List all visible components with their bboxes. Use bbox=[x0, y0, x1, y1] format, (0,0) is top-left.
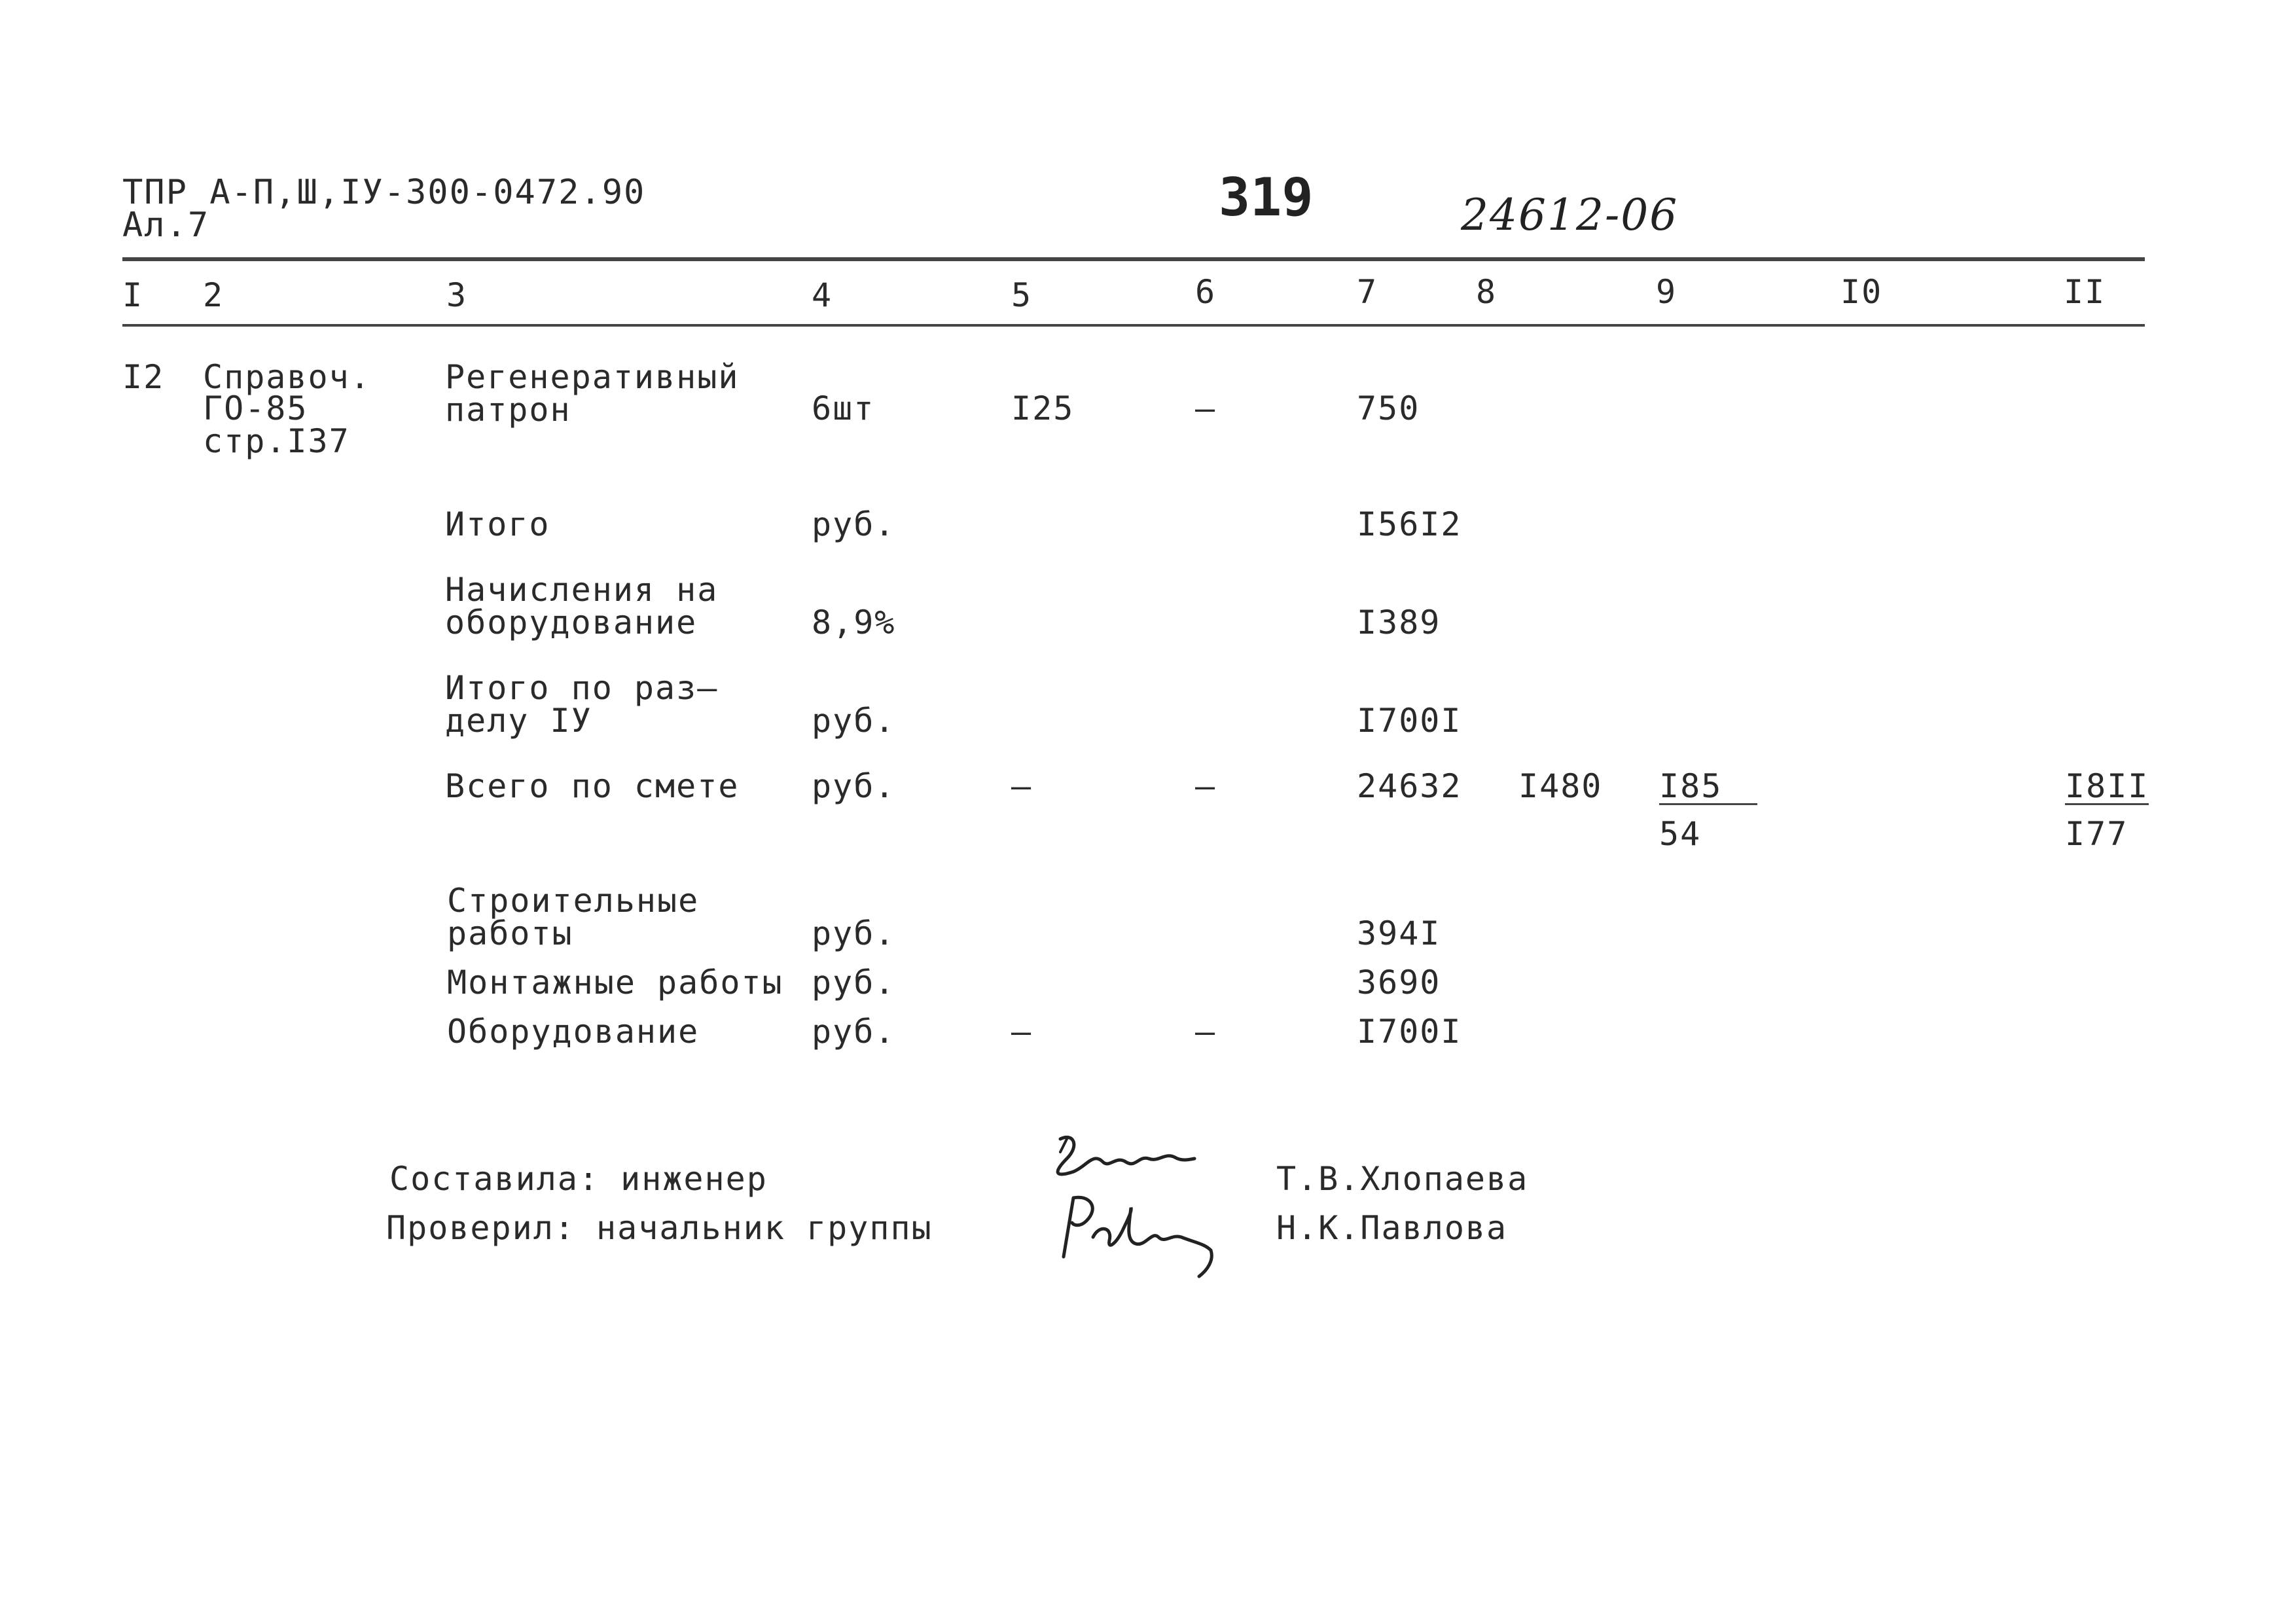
unit: руб. bbox=[812, 964, 896, 1001]
col-header-1: I bbox=[122, 276, 144, 314]
col6-value: – bbox=[1195, 1013, 1217, 1051]
item-name-line-2: делу IУ bbox=[445, 702, 592, 740]
unit: руб. bbox=[812, 767, 896, 805]
col6-value: – bbox=[1195, 389, 1217, 427]
item-name: Оборудование bbox=[447, 1013, 700, 1051]
col9-value-top: I85 bbox=[1659, 769, 1757, 805]
col-header-7: 7 bbox=[1357, 273, 1378, 311]
col5-value: I25 bbox=[1011, 389, 1075, 427]
item-name: Всего по смете bbox=[445, 767, 740, 805]
col7-value: I700I bbox=[1357, 702, 1462, 740]
col8-value: I480 bbox=[1518, 767, 1603, 805]
header-top-rule bbox=[122, 257, 2145, 261]
page-number: 319 bbox=[1219, 167, 1314, 228]
item-name: Итого bbox=[445, 505, 550, 543]
col7-value: I700I bbox=[1357, 1013, 1462, 1051]
checked-by-name: Н.К.Павлова bbox=[1276, 1209, 1508, 1247]
reference-line-2: ГО-85 bbox=[203, 389, 308, 427]
col7-value: 24632 bbox=[1357, 767, 1462, 805]
unit: руб. bbox=[812, 1013, 896, 1051]
reference-line-3: стр.I37 bbox=[203, 422, 350, 460]
item-name-line-1: Начисления на bbox=[445, 571, 719, 609]
col7-value: 394I bbox=[1357, 914, 1441, 952]
col7-value: 750 bbox=[1357, 389, 1420, 427]
col11-value-top: I8II bbox=[2065, 767, 2149, 805]
col7-value: I56I2 bbox=[1357, 505, 1462, 543]
handwritten-number: 24612-06 bbox=[1461, 190, 1679, 240]
unit: руб. bbox=[812, 702, 896, 740]
col-header-5: 5 bbox=[1011, 276, 1033, 314]
item-name-line-1: Регенеративный bbox=[445, 358, 740, 396]
reference-line-1: Справоч. bbox=[203, 358, 371, 396]
col-header-10: I0 bbox=[1840, 273, 1883, 311]
col-header-9: 9 bbox=[1656, 273, 1677, 311]
col9-value-bottom: 54 bbox=[1659, 815, 1702, 853]
unit: руб. bbox=[812, 505, 896, 543]
col11-value-bottom: I77 bbox=[2065, 815, 2128, 853]
composed-by-name: Т.В.Хлопаева bbox=[1276, 1160, 1529, 1198]
col7-value: 3690 bbox=[1357, 964, 1441, 1001]
unit: руб. bbox=[812, 914, 896, 952]
header-bottom-rule bbox=[122, 324, 2145, 327]
item-name-line-1: Итого по раз– bbox=[445, 669, 719, 707]
item-name: Монтажные работы bbox=[447, 964, 783, 1001]
col6-value: – bbox=[1195, 767, 1217, 805]
checked-by-label: Проверил: начальник группы bbox=[386, 1209, 933, 1247]
col5-value: – bbox=[1011, 1013, 1033, 1051]
album-number: Ал.7 bbox=[122, 206, 210, 245]
composed-by-label: Составила: инженер bbox=[389, 1160, 768, 1198]
col-header-8: 8 bbox=[1476, 273, 1498, 311]
unit: 6шт bbox=[812, 389, 875, 427]
unit: 8,9% bbox=[812, 604, 896, 641]
col5-value: – bbox=[1011, 767, 1033, 805]
handwritten-signature-2 bbox=[1054, 1185, 1237, 1283]
col7-value: I389 bbox=[1357, 604, 1441, 641]
item-name-line-2: работы bbox=[447, 914, 573, 952]
item-name-line-2: патрон bbox=[445, 391, 571, 429]
item-name-line-1: Строительные bbox=[447, 882, 700, 920]
col-header-6: 6 bbox=[1195, 273, 1217, 311]
col-header-2: 2 bbox=[203, 276, 224, 314]
row-number: I2 bbox=[122, 358, 165, 396]
document-code: ТПР А-П,Ш,IУ-300-0472.90 bbox=[122, 173, 646, 212]
col-header-4: 4 bbox=[812, 276, 833, 314]
col-header-11: II bbox=[2064, 273, 2106, 311]
item-name-line-2: оборудование bbox=[445, 604, 698, 641]
col-header-3: 3 bbox=[446, 276, 468, 314]
